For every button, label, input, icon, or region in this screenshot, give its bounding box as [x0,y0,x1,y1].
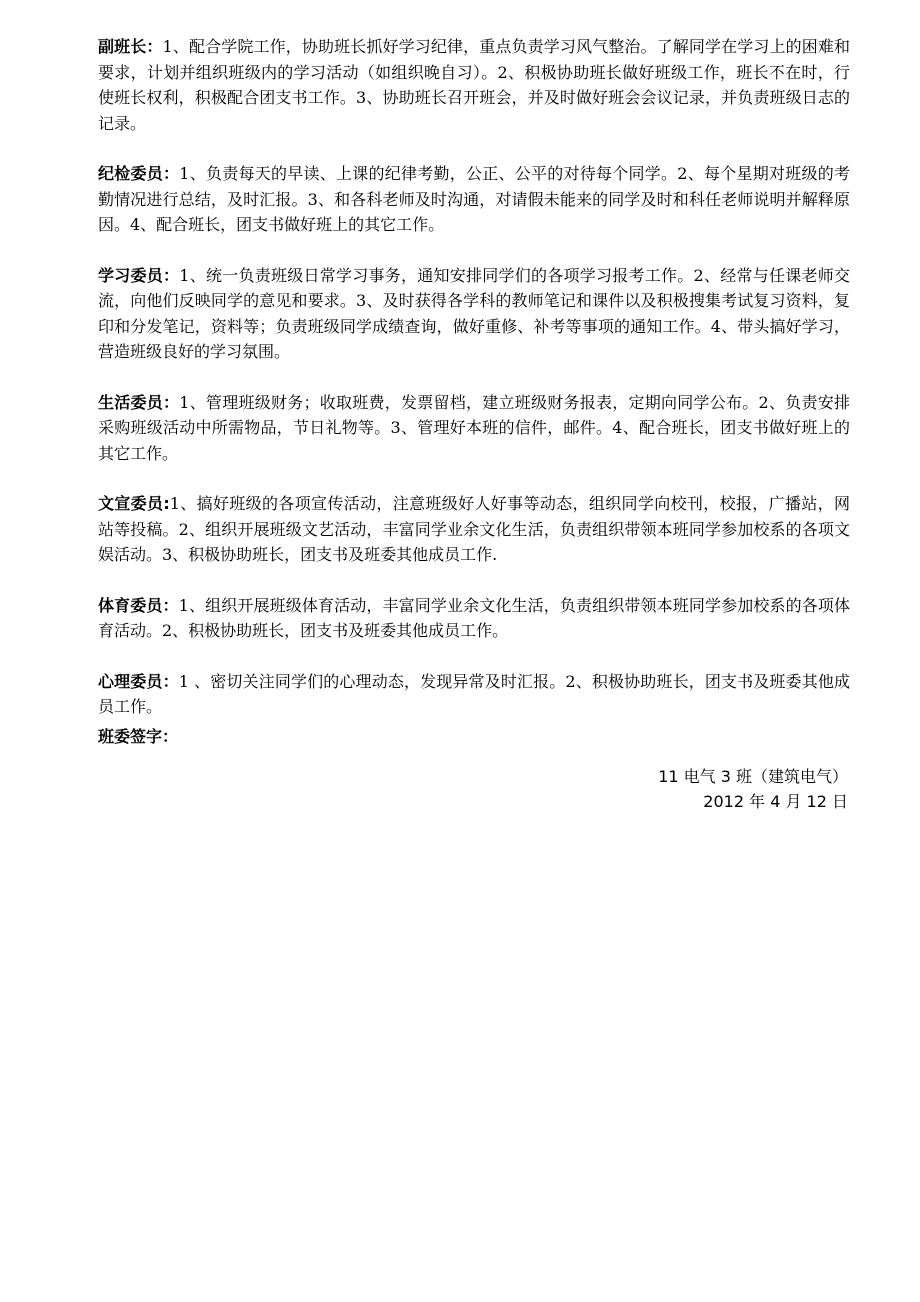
document-date: 2012 年 4 月 12 日 [703,792,848,811]
role-title: 生活委员： [98,392,180,412]
role-description: 1、组织开展班级体育活动，丰富同学业余文化生活，负责组织带领本班同学参加校系的各项体育活动。2、积极协助班长，团支书及班委其他成员工作。 [98,595,850,640]
duty-study-committee [98,263,850,365]
class-name: 11 电气 3 班（建筑电气） [658,767,848,786]
role-title: 心理委员： [98,671,179,691]
role-description: 1 、密切关注同学们的心理动态，发现异常及时汇报。2、积极协助班长，团支书及班委其他成员工作。 [98,671,850,716]
duty-sports-committee [98,593,850,644]
role-description: 1、配合学院工作，协助班长抓好学习纪律，重点负责学习风气整治。了解同学在学习上的困难和要求，计划并组织班级内的学习活动（如组织晚自习）。2、积极协助班长做好班级工作，班长不在时，行使班长权利，积极配合团支书工作。3、协助班长召开班会，并及时做好班会会议记录，并负责班级日志的记录。 [98,37,850,133]
role-description: 1、管理班级财务；收取班费，发票留档，建立班级财务报表，定期向同学公布。2、负责安排采购班级活动中所需物品，节日礼物等。3、管理好本班的信件，邮件。4、配合班长，团支书做好班上的其它工作。 [98,392,850,463]
role-description: 1、搞好班级的各项宣传活动，注意班级好人好事等动态，组织同学向校刊，校报，广播站，网站等投稿。2、组织开展班级文艺活动，丰富同学业余文化生活，负责组织带领本班同学参加校系的各项文娱活动。3、积极协助班长，团支书及班委其他成员工作. [98,494,850,564]
role-title: 纪检委员： [98,164,180,183]
duty-psychology-committee [98,669,850,720]
duty-life-committee [98,390,850,467]
duty-publicity-committee [98,491,850,568]
document-footer [658,764,848,814]
role-title: 文宣委员: [98,494,170,513]
role-title: 副班长： [98,37,163,56]
duty-discipline-committee [98,161,850,238]
role-description: 1、负责每天的早读、上课的纪律考勤，公正、公平的对待每个同学。2、每个星期对班级的考勤情况进行总结，及时汇报。3、和各科老师及时沟通，对请假未能来的同学及时和科任老师说明并解释原因。4、配合班长，团支书做好班上的其它工作。 [98,164,850,234]
document-body [98,34,850,749]
signature-label: 班委签字： [98,726,179,746]
role-title: 学习委员： [98,265,180,285]
duty-vice-monitor [98,34,850,136]
role-title: 体育委员： [98,595,179,615]
role-description: 1、统一负责班级日常学习事务，通知安排同学们的各项学习报考工作。2、经常与任课老师交流，向他们反映同学的意见和要求。3、及时获得各学科的教师笔记和课件以及积极搜集考试复习资料，复印和分发笔记，资料等；负责班级同学成绩查询，做好重修、补考等事项的通知工作。4、带头搞好学习，营造班级良好的学习氛围。 [98,265,850,361]
